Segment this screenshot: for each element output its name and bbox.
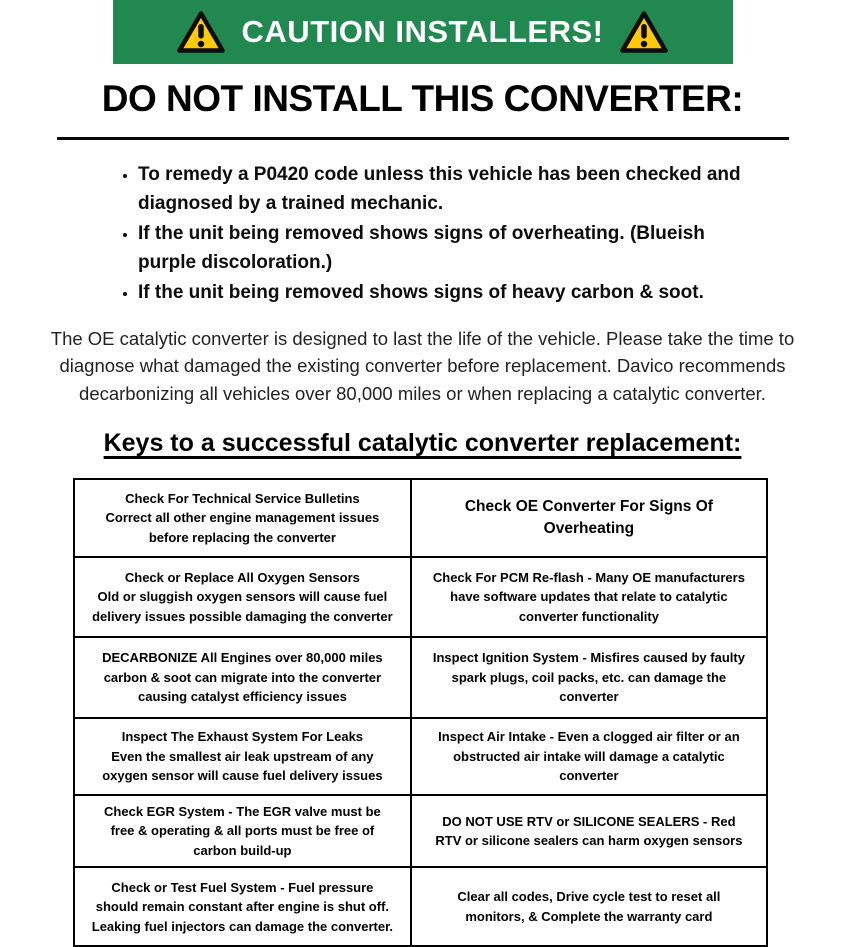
table-row	[74, 637, 767, 718]
table-row	[74, 867, 767, 946]
keys-table	[73, 478, 768, 947]
table-cell	[411, 867, 767, 946]
cell-body: DO NOT USE RTV or SILICONE SEALERS - Red RTV or silicone sealers can harm oxygen sensors	[435, 813, 743, 848]
cell-body: Inspect Air Intake - Even a clogged air filter or an obstructed air intake will damage a catalytic converter	[438, 729, 740, 783]
cell-title: Check For Technical Service Bulletins	[125, 490, 360, 506]
cell-body: Check EGR System - The EGR valve must be free & operating & all ports must be free of carbon build-up	[104, 803, 381, 858]
cell-body: Check or Test Fuel System - Fuel pressure should remain constant after engine is shut off. Leaking fuel injectors can damage the converter.	[91, 879, 394, 934]
table-cell	[411, 795, 767, 868]
table-cell	[74, 718, 411, 795]
cell-body: Check For PCM Re-flash - Many OE manufacturers have software updates that relate to catalytic converter functionality	[432, 569, 745, 624]
cell-title: Check or Replace All Oxygen Sensors	[124, 569, 360, 585]
cell-body: Inspect Ignition System - Misfires caused by faulty spark plugs, coil packs, etc. can damage the converter	[432, 650, 745, 704]
page-title: DO NOT INSTALL THIS CONVERTER:	[101, 78, 744, 119]
table-cell	[74, 557, 411, 637]
table-row	[74, 557, 767, 637]
warning-list-item: • To remedy a P0420 code unless this vehicle has been checked and diagnosed by a trained mechanic.	[138, 160, 750, 219]
cell-title: Inspect The Exhaust System For Leaks	[121, 729, 364, 744]
table-row	[74, 718, 767, 795]
table-cell	[74, 637, 411, 718]
table-row	[74, 795, 767, 868]
warning-triangle-icon	[176, 10, 226, 55]
warning-triangle-icon	[619, 10, 669, 55]
cell-body: DECARBONIZE All Engines over 80,000 miles carbon & soot can migrate into the converter causing catalyst efficiency issues	[102, 650, 383, 704]
caution-banner	[113, 0, 733, 64]
warning-list	[118, 160, 750, 307]
cell-body: Old or sluggish oxygen sensors will cause fuel delivery issues possible damaging the converter	[92, 589, 393, 624]
table-cell	[74, 867, 411, 946]
cell-body: Even the smallest air leak upstream of any oxygen sensor will cause fuel delivery issues	[102, 748, 383, 783]
table-cell	[74, 479, 411, 557]
intro-paragraph: The OE catalytic converter is designed to last the life of the vehicle. Please take the time to diagnose what damaged the existing converter before replacement. Davico recommends decarbonizing all vehicles over 80,000 miles or when replacing a catalytic converter.	[50, 328, 795, 404]
cell-body: Clear all codes, Drive cycle test to reset all monitors, & Complete the warranty card	[457, 889, 721, 924]
warning-list-item: • If the unit being removed shows signs of overheating. (Blueish purple discoloration.)	[138, 219, 750, 278]
table-cell	[411, 557, 767, 637]
table-cell	[411, 637, 767, 718]
table-cell	[411, 718, 767, 795]
cell-body: Check OE Converter For Signs Of Overheating	[464, 498, 713, 537]
banner-title: CAUTION INSTALLERS!	[241, 14, 604, 49]
divider	[57, 137, 789, 140]
table-cell	[74, 795, 411, 868]
cell-body: Correct all other engine management issues before replacing the converter	[105, 510, 380, 545]
table-row	[74, 479, 767, 557]
warning-list-item: • If the unit being removed shows signs of heavy carbon & soot.	[138, 278, 750, 307]
table-cell	[411, 479, 767, 557]
table-heading: Keys to a successful catalytic converter replacement:	[103, 428, 742, 457]
